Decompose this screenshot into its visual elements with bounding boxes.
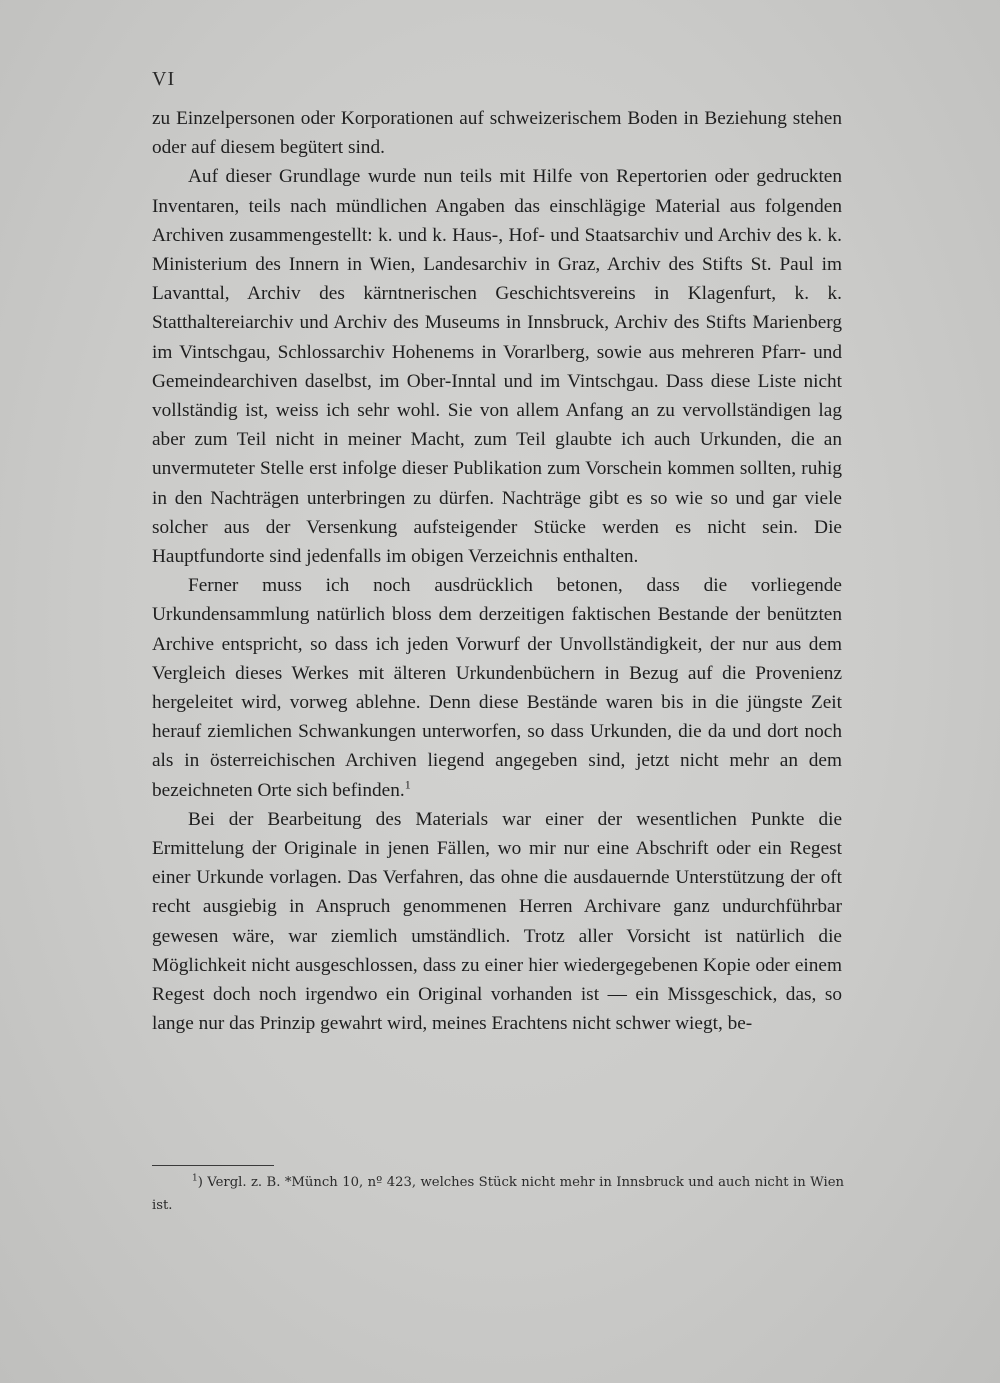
paragraph-1: zu Einzelpersonen oder Korporationen auf schweizerischem Boden in Beziehung stehen oder auf diesem begütert sind. (152, 108, 842, 159)
paragraph-4: Bei der Bearbeitung des Materials war einer der wesentlichen Punkte die Ermittelung der Originale in jenen Fällen, wo mir nur eine Abschrift oder ein Regest einer Urkunde vorlagen. Das Verfahren, das ohne die ausdauernde Unterstützung der oft recht ausgiebig in Anspruch genommenen Herren Archivare ganz undurchführbar gewesen wäre, war ziemlich umständlich. Trotz aller Vorsicht ist natürlich die Möglichkeit nicht ausgeschlossen, dass zu einer hier wiedergegebenen Kopie oder einem Regest doch noch irgendwo ein Original vorhanden ist — ein Missgeschick, das, so lange nur das Prinzip gewahrt wird, meines Erachtens nicht schwer wiegt, be- (152, 808, 842, 1035)
footnote-divider (152, 1165, 274, 1166)
paragraph-3 (152, 571, 842, 805)
body-text (152, 104, 842, 1039)
footnote (152, 1171, 844, 1217)
footnote-reference: 1 (404, 777, 411, 792)
footnote-mark: 1 (192, 1173, 198, 1184)
page-number: VI (152, 68, 176, 90)
paragraph-3-text: Ferner muss ich noch ausdrücklich betonen, dass die vorliegende Urkundensammlung natürlich bloss dem derzeitigen faktischen Bestande der benützten Archive entspricht, so dass ich jeden Vorwurf der Unvollständigkeit, der nur aus dem Vergleich dieses Werkes mit älteren Urkundenbüchern in Bezug auf die Provenienz hergeleitet wird, vorweg ablehne. Denn diese Bestände waren bis in die jüngste Zeit herauf ziemlichen Schwankungen unterworfen, so dass Urkunden, die da und dort noch als in österreichischen Archiven liegend angegeben sind, jetzt nicht mehr an dem bezeichneten Orte sich befinden. (152, 575, 842, 801)
footnote-text: ) Vergl. z. B. *Münch 10, nº 423, welches Stück nicht mehr in Innsbruck und auch nicht in Wien ist. (152, 1175, 844, 1213)
paragraph-2: Auf dieser Grundlage wurde nun teils mit Hilfe von Repertorien oder gedruckten Inventaren, teils nach mündlichen Angaben das einschlägige Material aus folgenden Archiven zusammengestellt: k. und k. Haus-, Hof- und Staatsarchiv und Archiv des k. k. Ministerium des Innern in Wien, Landesarchiv in Graz, Archiv des Stifts St. Paul im Lavanttal, Archiv des kärntnerischen Geschichtsvereins in Klagenfurt, k. k. Statthaltereiarchiv und Archiv des Museums in Innsbruck, Archiv des Stifts Marienberg im Vintschgau, Schlossarchiv Hohenems in Vorarlberg, sowie aus mehreren Pfarr- und Gemeindearchiven daselbst, im Ober-Inntal und im Vintschgau. Dass diese Liste nicht vollständig ist, weiss ich sehr wohl. Sie von allem Anfang an zu vervollständigen lag aber zum Teil nicht in meiner Macht, zum Teil glaubte ich auch Urkunden, die an unvermuteter Stelle erst infolge dieser Publikation zum Vorschein kommen sollten, ruhig in den Nachträgen unterbringen zu dürfen. Nachträge gibt es so wie so und gar viele solcher aus der Versenkung aufsteigender Stücke werden es nicht sein. Die Hauptfundorte sind jedenfalls im obigen Verzeichnis enthalten. (152, 166, 842, 568)
